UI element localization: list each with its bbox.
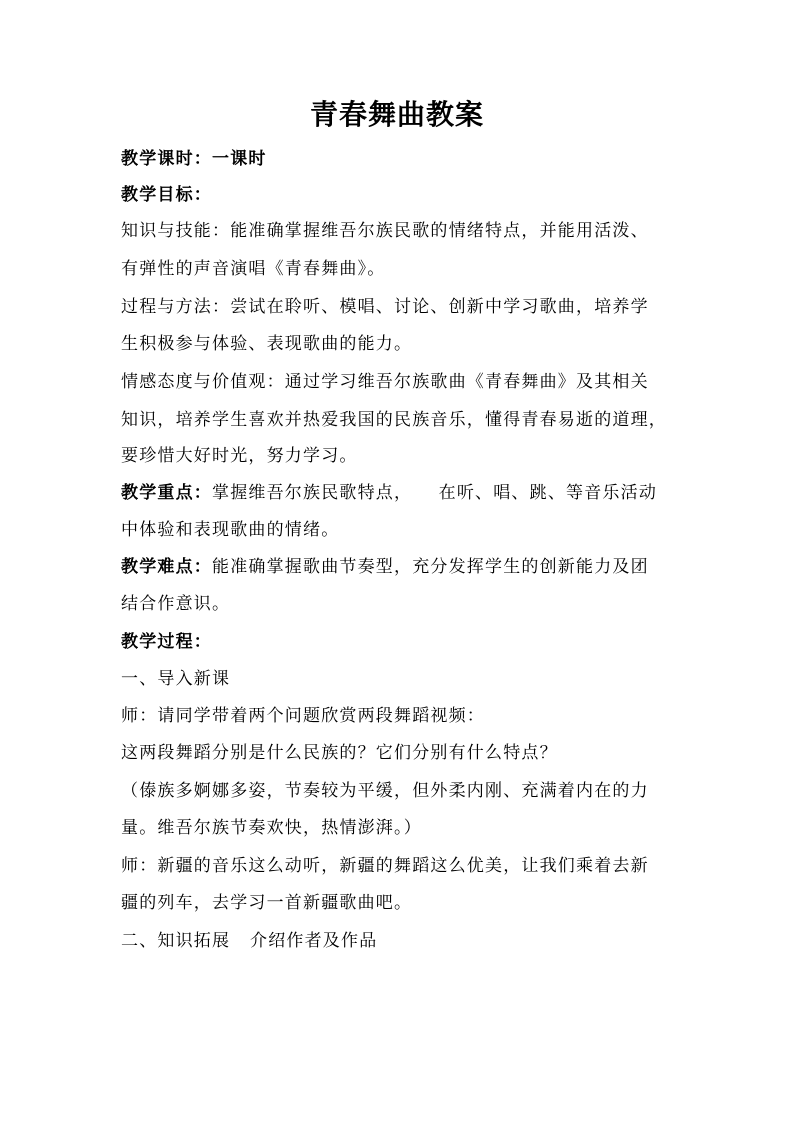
line-text: 量。维吾尔族节奏欢快，热情澎湃。）	[121, 818, 422, 838]
line-text: 一、导入新课	[121, 669, 231, 689]
bold-label: 教学课时：一课时	[121, 149, 267, 169]
text-line	[121, 704, 485, 728]
line-text: 结合作意识。	[121, 594, 231, 614]
line-text: 过程与方法：尝试在聆听、模唱、讨论、创新中学习歌曲，培养学	[121, 297, 649, 317]
bold-label: 教学难点：	[121, 557, 212, 577]
line-text: 二、知识拓展 介绍作者及作品	[121, 931, 378, 951]
bold-label: 教学过程：	[121, 632, 212, 652]
text-line	[121, 555, 649, 579]
text-line	[121, 219, 649, 243]
text-line	[121, 408, 667, 432]
line-text: 要珍惜大好时光，努力学习。	[121, 446, 358, 466]
text-line	[121, 816, 422, 840]
line-text: 这两段舞蹈分别是什么民族的？它们分别有什么特点？	[121, 743, 558, 763]
text-line	[121, 257, 386, 281]
line-text: 知识与技能：能准确掌握维吾尔族民歌的情绪特点，并能用活泼、	[121, 221, 649, 241]
document-title: 青春舞曲教案	[309, 98, 484, 131]
text-line	[121, 518, 339, 542]
line-text: 能准确掌握歌曲节奏型，充分发挥学生的创新能力及团	[212, 557, 649, 577]
bold-label: 教学重点：	[121, 483, 212, 503]
text-line	[121, 854, 649, 878]
text-line	[121, 481, 657, 505]
text-line	[121, 183, 212, 207]
line-text: 情感态度与价值观：通过学习维吾尔族歌曲《青春舞曲》及其相关	[121, 372, 649, 392]
text-line	[121, 741, 558, 765]
text-line	[121, 667, 230, 691]
text-line	[121, 779, 649, 803]
text-line	[121, 891, 412, 915]
text-line	[121, 370, 649, 394]
line-text: 中体验和表现歌曲的情绪。	[121, 520, 340, 540]
line-text: 疆的列车，去学习一首新疆歌曲吧。	[121, 893, 413, 913]
line-text: 师：新疆的音乐这么动听，新疆的舞蹈这么优美，让我们乘着去新	[121, 856, 649, 876]
line-text: 师：请同学带着两个问题欣赏两段舞蹈视频：	[121, 706, 485, 726]
bold-label: 教学目标：	[121, 185, 212, 205]
text-line	[121, 147, 267, 171]
line-text: 掌握维吾尔族民歌特点， 在听、唱、跳、等音乐活动	[212, 483, 658, 503]
line-text: （傣族多婀娜多姿，节奏较为平缓，但外柔内刚、充满着内在的力	[121, 781, 649, 801]
line-text: 生积极参与体验、表现歌曲的能力。	[121, 334, 413, 354]
text-line	[121, 295, 649, 319]
line-text: 有弹性的声音演唱《青春舞曲》。	[121, 259, 386, 279]
text-line	[121, 929, 377, 953]
text-line	[121, 444, 358, 468]
line-text: 知识，培养学生喜欢并热爱我国的民族音乐，懂得青春易逝的道理，	[121, 410, 667, 430]
text-line	[121, 592, 230, 616]
text-line	[121, 630, 212, 654]
text-line	[121, 332, 412, 356]
